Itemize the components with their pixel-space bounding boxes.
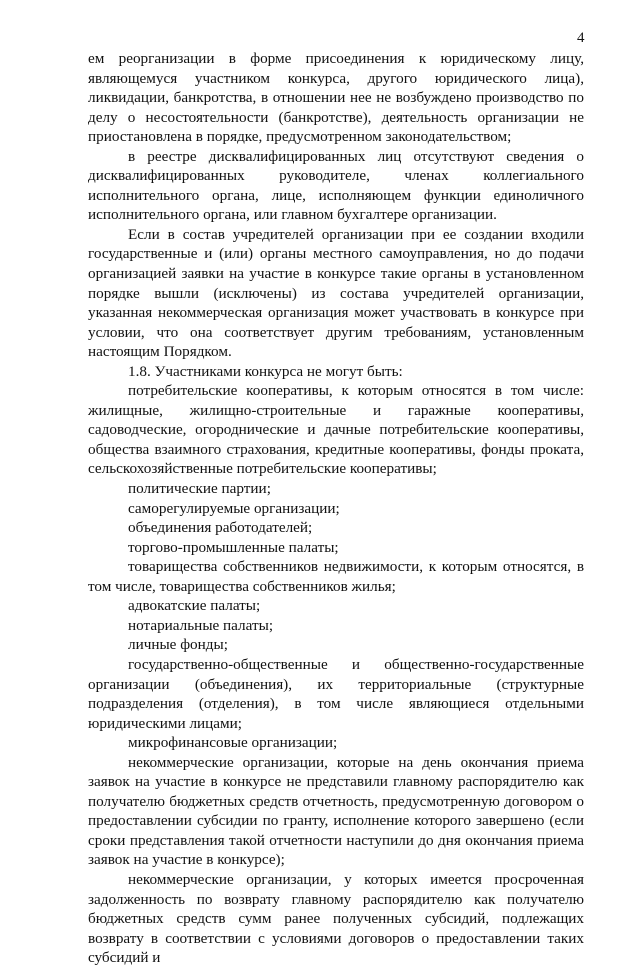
list-item: адвокатские палаты;: [128, 597, 261, 615]
list-item: политические партии;: [128, 480, 271, 498]
list-item: государственно-общественные и общественно-государственные организации (объединения), их территориальные (структурные подразделения (отделения), в том числе являющиеся отдельными юридическими лицами;: [88, 655, 584, 732]
list-item: торгово-промышленные палаты;: [128, 538, 339, 556]
list-item: саморегулируемые организации;: [128, 499, 340, 517]
document-body: [88, 49, 584, 968]
list-item: товарищества собственников недвижимости, к которым относятся, в том числе, товарищества собственников жилья;: [88, 558, 584, 595]
paragraph: ем реорганизации в форме присоединения к юридическому лицу, являющемуся участником конкурса, другого юридического лица), ликвидации, банкротства, в отношении нее не возбуждено производство по делу о несостоятельности (банкротстве), деятельность организации не приостановлена в порядке, предусмотренном законодательством;: [88, 50, 584, 146]
list-item: объединения работодателей;: [128, 519, 313, 537]
page-number: 4: [577, 30, 585, 46]
list-item: микрофинансовые организации;: [128, 734, 338, 752]
list-item: потребительские кооперативы, к которым относятся в том числе: жилищные, жилищно-строительные и гаражные кооперативы, садоводческие, огороднические и дачные потребительские кооперативы, общества взаимного страхования, кредитные кооперативы, фонды проката, сельскохозяйственные потребительские кооперативы;: [88, 382, 584, 478]
section-heading: 1.8. Участниками конкурса не могут быть:: [128, 362, 403, 380]
paragraph: в реестре дисквалифицированных лиц отсутствуют сведения о дисквалифицированных руководителе, членах коллегиального исполнительного органа, лице, исполняющем функции единоличного исполнительного органа, или главном бухгалтере организации.: [88, 147, 584, 224]
paragraph: Если в состав учредителей организации при ее создании входили государственные и (или) органы местного самоуправления, но до подачи организацией заявки на участие в конкурсе такие органы в установленном порядке вышли (исключены) из состава учредителей организации, указанная некоммерческая организация может участвовать в конкурсе при условии, что она соответствует другим требованиям, установленным настоящим Порядком.: [88, 225, 584, 361]
list-item: нотариальные палаты;: [128, 616, 274, 634]
list-item: некоммерческие организации, которые на день окончания приема заявок на участие в конкурсе не представили главному распорядителю как получателю бюджетных средств отчетность, предусмотренную договором о предоставлении субсидии по гранту, исполнение которого завершено (если сроки представления такой отчетности наступили до дня окончания приема заявок на участие в конкурсе);: [88, 753, 584, 869]
list-item: личные фонды;: [128, 636, 228, 654]
list-item: некоммерческие организации, у которых имеется просроченная задолженность по возврату главному распорядителю как получателю бюджетных средств сумм ранее полученных субсидий, подлежащих возврату в соответствии с условиями договоров о предоставлении таких субсидий и: [88, 870, 584, 967]
